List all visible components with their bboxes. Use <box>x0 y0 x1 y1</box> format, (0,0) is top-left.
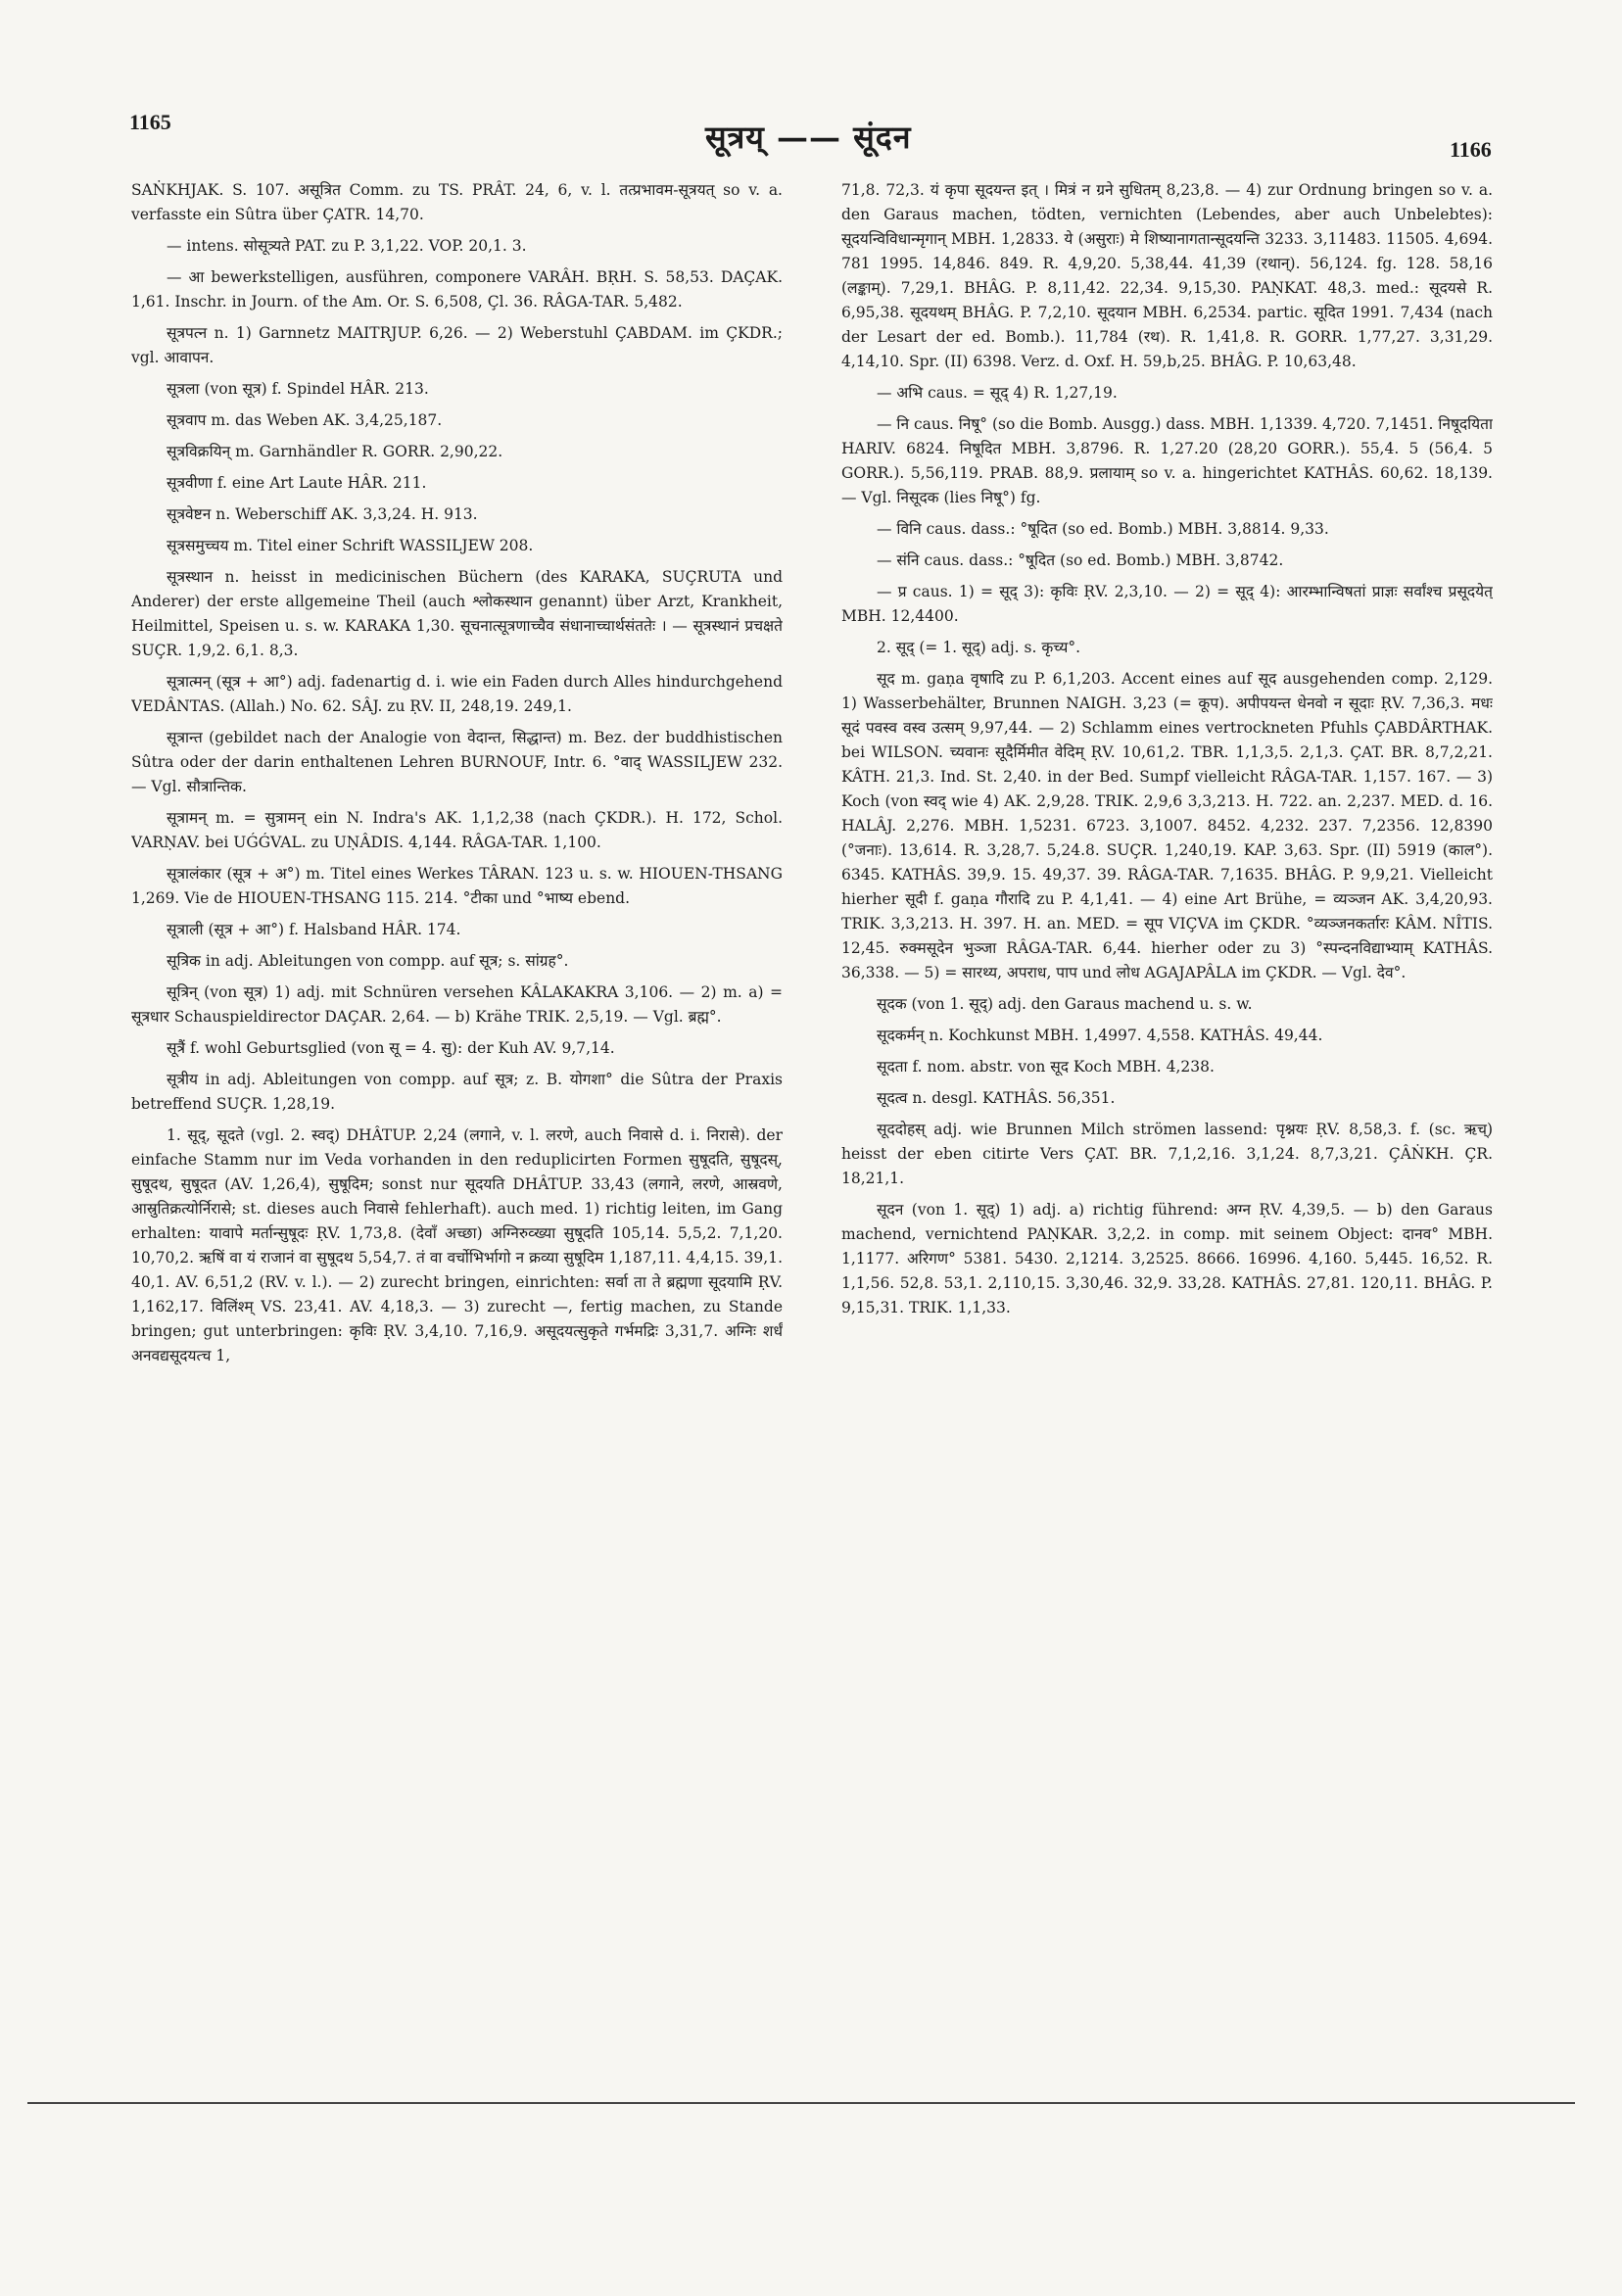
page-bottom-rule <box>27 2102 1575 2104</box>
dictionary-entry: — प्र caus. 1) = सूद् 3): कृविः ṚV. 2,3,10. — 2) = सूद् 4): आरम्भान्विषतां प्राज्ञः सर्वांश्च प्रसूदयेत् MBH. 12,4400. <box>841 583 1493 625</box>
dictionary-entry: — नि caus. निषू° (so die Bomb. Ausgg.) dass. MBH. 1,1339. 4,720. 7,1451. निषूदयिता HARIV. 6824. निषूदित MBH. 3,8796. R. 1,27.20 (28,20 GORR.). 55,4. 5 (56,4. 5 GORR.). 5,56,119. PRAB. 88,9. प्रलायाम् so v. a. hingerichtet KATHÂS. 60,62. 18,139. — Vgl. निसूदक (lies निषू°) fg. <box>841 415 1493 506</box>
dictionary-entry: सूत्रैं f. wohl Geburtsglied (von सू = 4. सु): der Kuh AV. 9,7,14. <box>167 1039 615 1057</box>
dictionary-entry: सूत्रीय in adj. Ableitungen von compp. auf सूत्र; z. B. योगशा° die Sûtra der Praxis betreffend SUÇR. 1,28,19. <box>131 1071 783 1113</box>
dictionary-entry: सूत्रसमुच्चय m. Titel einer Schrift WASSILJEW 208. <box>167 537 534 554</box>
dictionary-entry: — intens. सोसूत्र्यते PAT. zu P. 3,1,22. VOP. 20,1. 3. <box>167 237 527 255</box>
dictionary-entry: सूत्राली (सूत्र + आ°) f. Halsband HÂR. 174. <box>167 921 461 938</box>
left-column <box>131 178 783 1824</box>
dictionary-entry: — विनि caus. dass.: °षूदित (so ed. Bomb.) MBH. 3,8814. 9,33. <box>877 520 1329 538</box>
page-title: सूत्रय् —— सूंदन <box>705 119 912 156</box>
dictionary-entry: सूत्रालंकार (सूत्र + अ°) m. Titel eines Werkes TÂRAN. 123 u. s. w. HIOUEN-THSANG 1,269. Vie de HIOUEN-THSANG 115. 214. °टीका und °भाष्य ebend. <box>131 865 783 907</box>
dictionary-entry: सूत्रवीणा f. eine Art Laute HÂR. 211. <box>167 474 427 492</box>
dictionary-entry: सूदता f. nom. abstr. von सूद Koch MBH. 4,238. <box>877 1058 1215 1076</box>
dictionary-entry: सूत्रिन् (von सूत्र) 1) adj. mit Schnüren versehen KÂLAKAKRA 3,106. — 2) m. a) = सूत्रधार Schauspieldirector DAÇAR. 2,64. — b) Krähe TRIK. 2,5,19. — Vgl. ब्रह्म°. <box>131 983 783 1026</box>
dictionary-entry: SAṄKHJAK. S. 107. असूत्रित Comm. zu TS. PRÂT. 24, 6, v. l. तत्प्रभावम-सूत्रयत् so v. a. verfasste ein Sûtra über ÇATR. 14,70. <box>131 181 783 223</box>
dictionary-entry: सूद m. gaṇa वृषादि zu P. 6,1,203. Accent eines auf सूद ausgehenden comp. 2,129. 1) Wasserbehälter, Brunnen NAIGH. 3,23 (= कूप). अपीपयन्त धेनवो न सूदाः ṚV. 7,36,3. मधः सूदं पवस्व वस्व उत्सम् 9,97,44. — 2) Schlamm eines vertrockneten Pfuhls ÇABDÂRTHAK. bei WILSON. च्यवानः सूदैर्मिमीत वेदिम् ṚV. 10,61,2. TBR. 1,1,3,5. 2,1,3. ÇAT. BR. 8,7,2,21. KÂTH. 21,3. Ind. St. 2,40. in der Bed. Sumpf vielleicht RÂGA-TAR. 1,157. 167. — 3) Koch (von स्वद् wie 4) AK. 2,9,28. TRIK. 2,9,6 3,3,213. H. 722. an. 2,237. MED. d. 16. HALÂJ. 2,276. MBH. 1,5231. 6723. 3,1007. 8452. 4,232. 237. 7,2356. 12,8390 (°जनाः). 13,614. R. 3,28,7. 5,24.8. SUÇR. 1,240,19. KAP. 3,63. Spr. (II) 5919 (काल°). 6345. KATHÂS. 39,9. 15. 49,37. 39. RÂGA-TAR. 7,1635. BHÂG. P. 9,9,21. Vielleicht hierher सूदी f. gaṇa गौरादि zu P. 4,1,41. — 4) eine Art Brühe, = व्यञ्जन AK. 3,4,20,93. TRIK. 3,3,213. H. 397. H. an. MED. = सूप VIÇVA im ÇKDR. °व्यञ्जनकर्तारः KÂM. NÎTIS. 12,45. रुक्मसूदेन भुञ्जा RÂGA-TAR. 6,44. hierher oder zu 3) °स्पन्दनविद्याभ्याम् KATHÂS. 36,338. — 5) = सारथ्य, अपराध, पाप und लोध AGAJAPÂLA im ÇKDR. — Vgl. देव°. <box>841 670 1493 981</box>
dictionary-entry: सूत्रवेष्टन n. Weberschiff AK. 3,3,24. H. 913. <box>167 505 478 523</box>
page-number-left: 1165 <box>129 110 171 134</box>
dictionary-entry: सूत्रविक्रयिन् m. Garnhändler R. GORR. 2,90,22. <box>167 443 503 460</box>
dictionary-entry: सूदक (von 1. सूद्) adj. den Garaus machend u. s. w. <box>877 995 1253 1013</box>
dictionary-entry: 2. सूद् (= 1. सूद्) adj. s. कृच्य°. <box>877 639 1081 656</box>
dictionary-entry: सूदन (von 1. सूद्) 1) adj. a) richtig führend: अग्न ṚV. 4,39,5. — b) den Garaus machend, vernichtend PAṆKAR. 3,2,2. in comp. mit seinem Object: दानव° MBH. 1,1177. अरिगण° 5381. 5430. 2,1214. 3,2525. 8666. 16996. 4,160. 5,445. 16,52. R. 1,1,56. 52,8. 53,1. 2,110,15. 3,30,46. 32,9. 33,28. KATHÂS. 27,81. 120,11. BHÂG. P. 9,15,31. TRIK. 1,1,33. <box>841 1201 1493 1316</box>
dictionary-entry: सूत्रवाप m. das Weben AK. 3,4,25,187. <box>167 411 443 429</box>
dictionary-entry: 71,8. 72,3. यं कृपा सूदयन्त इत् । मित्रं न ग्रने सुधितम् 8,23,8. — 4) zur Ordnung bringen so v. a. den Garaus machen, tödten, vernichten (Lebendes, aber auch Unbelebtes): सूदयन्विविधान्मृगान् MBH. 1,2833. ये (असुराः) मे शिष्यानागतान्सूदयन्ति 3233. 3,11483. 11505. 4,694. 781 1995. 14,846. 849. R. 4,9,20. 5,38,44. 41,39 (रथान्). 56,124. fg. 128. 58,16 (लङ्काम्). 7,29,1. BHÂG. P. 8,11,42. 22,34. 9,15,30. PAṆKAT. 48,3. med.: सूदयसे R. 6,95,38. सूदयथम् BHÂG. P. 7,2,10. सूदयान MBH. 6,2534. partic. सूदित 1991. 7,434 (nach der Lesart der ed. Bomb.). 11,784 (रथ). R. 1,41,8. R. GORR. 1,77,27. 3,31,29. 4,14,10. Spr. (II) 6398. Verz. d. Oxf. H. 59,b,25. BHÂG. P. 10,63,48. <box>841 181 1493 370</box>
dictionary-columns <box>131 178 1493 1824</box>
dictionary-entry: सूत्रात्मन् (सूत्र + आ°) adj. fadenartig d. i. wie ein Faden durch Alles hindurchgehend VEDÂNTAS. (Allah.) No. 62. SÂJ. zu ṚV. II, 248,19. 249,1. <box>131 673 783 715</box>
dictionary-entry: — आ bewerkstelligen, ausführen, componere VARÂH. BṚH. S. 58,53. DAÇAK. 1,61. Inschr. in Journ. of the Am. Or. S. 6,508, Çl. 36. RÂGA-TAR. 5,482. <box>131 268 783 311</box>
dictionary-entry: सूत्रिक in adj. Ableitungen von compp. auf सूत्र; s. सांग्रह°. <box>167 952 569 970</box>
dictionary-entry: 1. सूद्, सूदते (vgl. 2. स्वद्) DHÂTUP. 2,24 (लगाने, v. l. लरणे, auch निवासे d. i. निरासे). der einfache Stamm nur im Veda vorhanden in den reduplicirten Formen सुषूदति, सुषूदस्, सुषूदथ, सुषूदत (AV. 1,26,4), सुषूदिम; sonst nur सूदयति DHÂTUP. 33,43 (लगाने, लरणे, आस्रवणे, आस्रुतिक्रत्योर्निरासे; st. dieses auch निवासे fehlerhaft). auch med. 1) richtig leiten, im Gang erhalten: यावापे मर्तान्सुषूदः ṚV. 1,73,8. (देवाँ अच्छा) अग्निरुव्ख्या सुषूदति 105,14. 5,5,2. 7,1,20. 10,70,2. ऋषिं वा यं राजानं वा सुषूदथ 5,54,7. तं वा वर्चोभिर्भागो न क्रव्या सुषूदिम 1,187,11. 4,4,15. 39,1. 40,1. AV. 6,51,2 (RV. v. l.). — 2) zurecht bringen, einrichten: सर्वा ता ते ब्रह्मणा सूदयामि ṚV. 1,162,17. विलिंश्म् VS. 23,41. AV. 4,18,3. — 3) zurecht —, fertig machen, zu Stande bringen; gut unterbringen: कृविः ṚV. 3,4,10. 7,16,9. असूदयत्सुकृते गर्भमद्रिः 3,31,7. अग्निः शर्धं अनवद्यसूदयत्च 1, <box>131 1126 783 1364</box>
right-column <box>841 178 1493 1824</box>
dictionary-entry: — संनि caus. dass.: °षूदित (so ed. Bomb.) MBH. 3,8742. <box>877 551 1284 569</box>
dictionary-entry: सूदकर्मन् n. Kochkunst MBH. 1,4997. 4,558. KATHÂS. 49,44. <box>877 1027 1323 1044</box>
dictionary-entry: सूत्रामन् m. = सुत्रामन् ein N. Indra's AK. 1,1,2,38 (nach ÇKDR.). H. 172, Schol. VARṆAV. bei UǴǴVAL. zu UṆÂDIS. 4,144. RÂGA-TAR. 1,100. <box>131 809 783 851</box>
dictionary-entry: सूत्रला (von सूत्र) f. Spindel HÂR. 213. <box>167 380 429 398</box>
dictionary-entry: सूत्रस्थान n. heisst in medicinischen Büchern (des KARAKA, SUÇRUTA und Anderer) der erste allgemeine Theil (auch श्लोकस्थान genannt) über Arzt, Krankheit, Heilmittel, Speisen u. s. w. KARAKA 1,30. सूचनात्सूत्रणाच्चैव संधानाच्चार्थसंततेः । — सूत्रस्थानं प्रचक्षते SUÇR. 1,9,2. 6,1. 8,3. <box>131 568 783 659</box>
page-number-right: 1166 <box>1450 137 1492 162</box>
dictionary-entry: सूददोहस् adj. wie Brunnen Milch strömen lassend: पृश्नयः ṚV. 8,58,3. f. (sc. ऋच्) heisst der eben citirte Vers ÇAT. BR. 7,1,2,16. 3,1,24. 8,7,3,21. ÇÂṄKH. ÇR. 18,21,1. <box>841 1121 1493 1187</box>
dictionary-entry: सूदत्व n. desgl. KATHÂS. 56,351. <box>877 1089 1116 1107</box>
dictionary-entry: सूत्रान्त (gebildet nach der Analogie von वेदान्त, सिद्धान्त) m. Bez. der buddhistischen Sûtra oder der darin enthaltenen Lehren BURNOUF, Intr. 6. °वाद् WASSILJEW 232. — Vgl. सौत्रान्तिक. <box>131 729 783 795</box>
dictionary-entry: सूत्रपत्न n. 1) Garnnetz MAITRJUP. 6,26. — 2) Weberstuhl ÇABDAM. im ÇKDR.; vgl. आवापन. <box>131 324 783 366</box>
dictionary-entry: — अभि caus. = सूद् 4) R. 1,27,19. <box>877 384 1118 402</box>
